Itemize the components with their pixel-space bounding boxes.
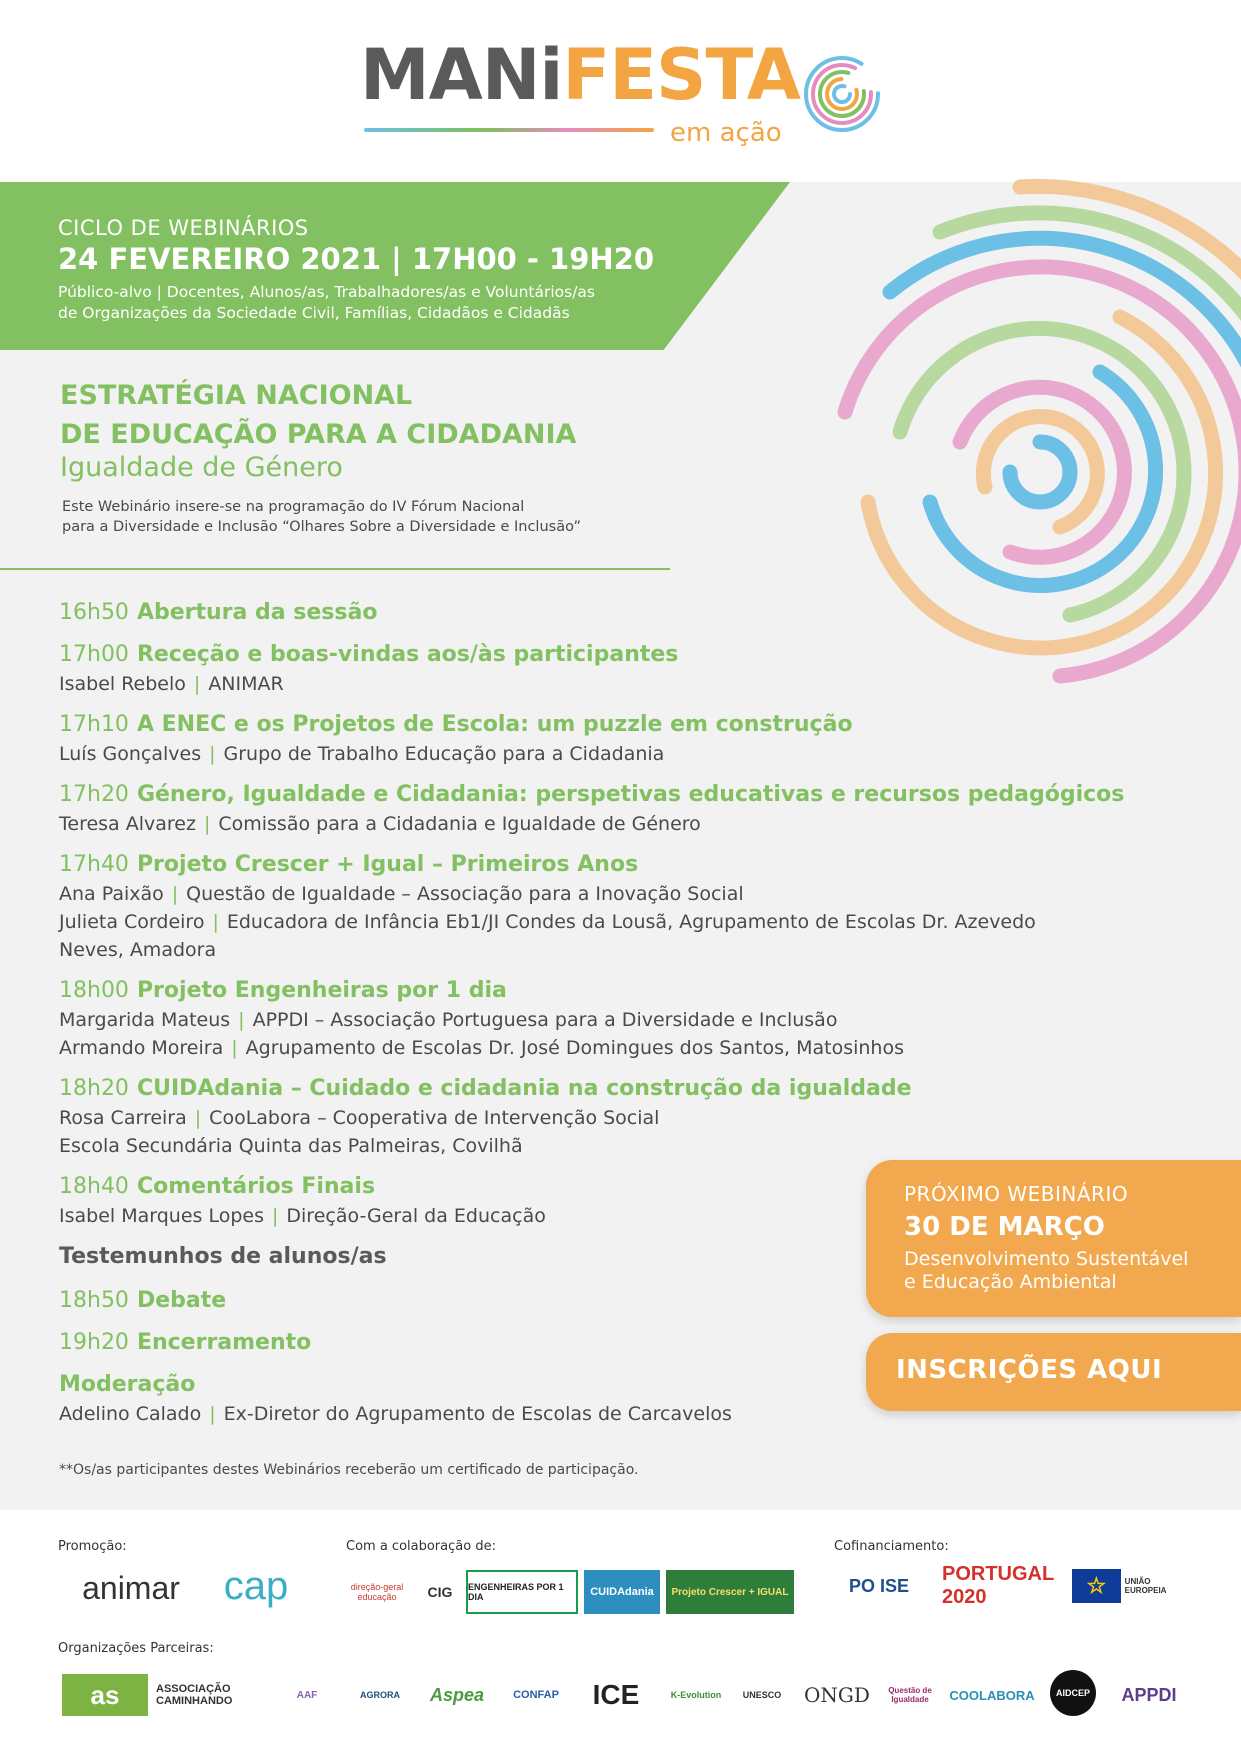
partner-aidcep-logo: AIDCEP xyxy=(1050,1670,1096,1716)
banner-date: 24 FEVEREIRO 2021 | 17H00 - 19H20 xyxy=(58,242,655,276)
promotion-label: Promoção: xyxy=(58,1539,127,1554)
po-ise-logo: PO ISE xyxy=(848,1575,910,1596)
partner-agrora-logo: AGRORA xyxy=(360,1690,400,1700)
engenheiras-logo: ENGENHEIRAS POR 1 DIA xyxy=(466,1570,578,1614)
partners-label: Organizações Parceiras: xyxy=(58,1641,214,1656)
fingerprint-icon xyxy=(800,42,884,146)
cofinancing-label: Cofinanciamento: xyxy=(834,1539,949,1554)
banner-cycle-label: CICLO DE WEBINÁRIOS xyxy=(58,216,309,240)
portugal-2020-logo: PORTUGAL 2020 xyxy=(942,1563,1054,1608)
partner-confap-logo: CONFAP xyxy=(513,1689,559,1701)
partner-unesco-logo: UNESCO xyxy=(742,1690,782,1700)
divider xyxy=(0,568,670,570)
logo-subtitle: em ação xyxy=(670,118,782,148)
partner-caminhando-logo: ASSOCIAÇÃO CAMINHANDO xyxy=(156,1683,233,1707)
next-webinar-date: 30 DE MARÇO xyxy=(904,1212,1105,1242)
program-item: 17h10 A ENEC e os Projetos de Escola: um puzzle em construção Luís Gonçalves | Grupo de Trabalho Educação para a Cidadania xyxy=(59,712,853,765)
footnote: **Os/as participantes destes Webinários receberão um certificado de participação. xyxy=(59,1462,639,1478)
program-item: 17h20 Género, Igualdade e Cidadania: perspetivas educativas e recursos pedagógicos Teresa Alvarez | Comissão para a Cidadania e Igualdade de Género xyxy=(59,782,1125,835)
cap-logo: cap xyxy=(223,1563,289,1608)
program-item: 18h50 Debate xyxy=(59,1288,227,1313)
program-item: 17h00 Receção e boas-vindas aos/às participantes Isabel Rebelo | ANIMAR xyxy=(59,642,679,695)
banner-target-audience: Público-alvo | Docentes, Alunos/as, Trabalhadores/as e Voluntários/as de Organizações da Sociedade Civil, Famílias, Cidadãos e Cidadãs xyxy=(58,283,596,322)
partner-as-logo: as xyxy=(62,1674,148,1716)
collaboration-label: Com a colaboração de: xyxy=(346,1539,496,1554)
partner-aaf-logo: AAF xyxy=(296,1689,318,1701)
animar-logo: animar xyxy=(82,1569,180,1606)
page-subtitle: Igualdade de Género xyxy=(60,452,343,483)
program-item: 18h40 Comentários Finais Isabel Marques Lopes | Direção-Geral da Educação xyxy=(59,1174,546,1227)
next-webinar-label: PRÓXIMO WEBINÁRIO xyxy=(904,1182,1129,1206)
eu-flag-icon: ☆ xyxy=(1072,1569,1121,1603)
moderator: Adelino Calado | Ex-Diretor do Agrupamento de Escolas de Carcavelos xyxy=(59,1403,732,1425)
next-webinar-card[interactable] xyxy=(866,1160,1241,1317)
cuidadania-logo: CUIDAdania xyxy=(584,1570,660,1614)
logo-title: MANiFESTA xyxy=(360,34,800,116)
partner-aspea-logo: Aspea xyxy=(429,1684,485,1705)
partner-appdi-logo: APPDI xyxy=(1121,1684,1177,1705)
program-item: 19h20 Encerramento xyxy=(59,1330,312,1355)
partner-ice-logo: ICE xyxy=(592,1679,640,1710)
logo-underline xyxy=(364,128,654,132)
dge-logo: direção-geral educação xyxy=(350,1582,404,1602)
testimonials-heading: Testemunhos de alunos/as xyxy=(59,1244,387,1269)
crescer-igual-logo: Projeto Crescer + IGUAL xyxy=(666,1570,794,1614)
partner-ongd-logo: ONGD xyxy=(804,1683,870,1707)
register-button[interactable]: INSCRIÇÕES AQUI xyxy=(866,1333,1241,1411)
next-webinar-topic: Desenvolvimento Sustentável e Educação Ambiental xyxy=(904,1248,1189,1293)
manifesta-logo xyxy=(360,34,880,160)
program-item: 18h00 Projeto Engenheiras por 1 dia Margarida Mateus | APPDI – Associação Portuguesa para a Diversidade e Inclusão Armando Moreira | Agrupamento de Escolas Dr. José Domingues dos Santos, Matosinhos xyxy=(59,978,904,1059)
page-title: ESTRATÉGIA NACIONAL DE EDUCAÇÃO PARA A CIDADANIA xyxy=(60,380,577,450)
partner-kevolution-logo: K-Evolution xyxy=(670,1690,722,1700)
intro-text: Este Webinário insere-se na programação do IV Fórum Nacional para a Diversidade e Inclusão “Olhares Sobre a Diversidade e Inclusão” xyxy=(62,499,581,535)
program-item: 18h20 CUIDAdania – Cuidado e cidadania na construção da igualdade Rosa Carreira | CooLabora – Cooperativa de Intervenção Social Escola Secundária Quinta das Palmeiras, Covilhã xyxy=(59,1076,912,1157)
program-item: 16h50 Abertura da sessão xyxy=(59,600,378,625)
program-item: 17h40 Projeto Crescer + Igual – Primeiros Anos Ana Paixão | Questão de Igualdade – Associação para a Inovação Social Julieta Cordeiro | Educadora de Infância Eb1/JI Condes da Lousã, Agrupamento de Escolas Dr. Azevedo Neves, Amadora xyxy=(59,852,1036,961)
partner-coolabora-logo: COOLABORA xyxy=(949,1687,1035,1703)
cig-logo: CIG xyxy=(427,1584,453,1600)
moderation-heading: Moderação xyxy=(59,1372,196,1397)
eu-logo: ☆ UNIÃO EUROPEIA xyxy=(1072,1566,1190,1606)
partner-questao-igualdade-logo: Questão de Igualdade xyxy=(888,1686,932,1704)
